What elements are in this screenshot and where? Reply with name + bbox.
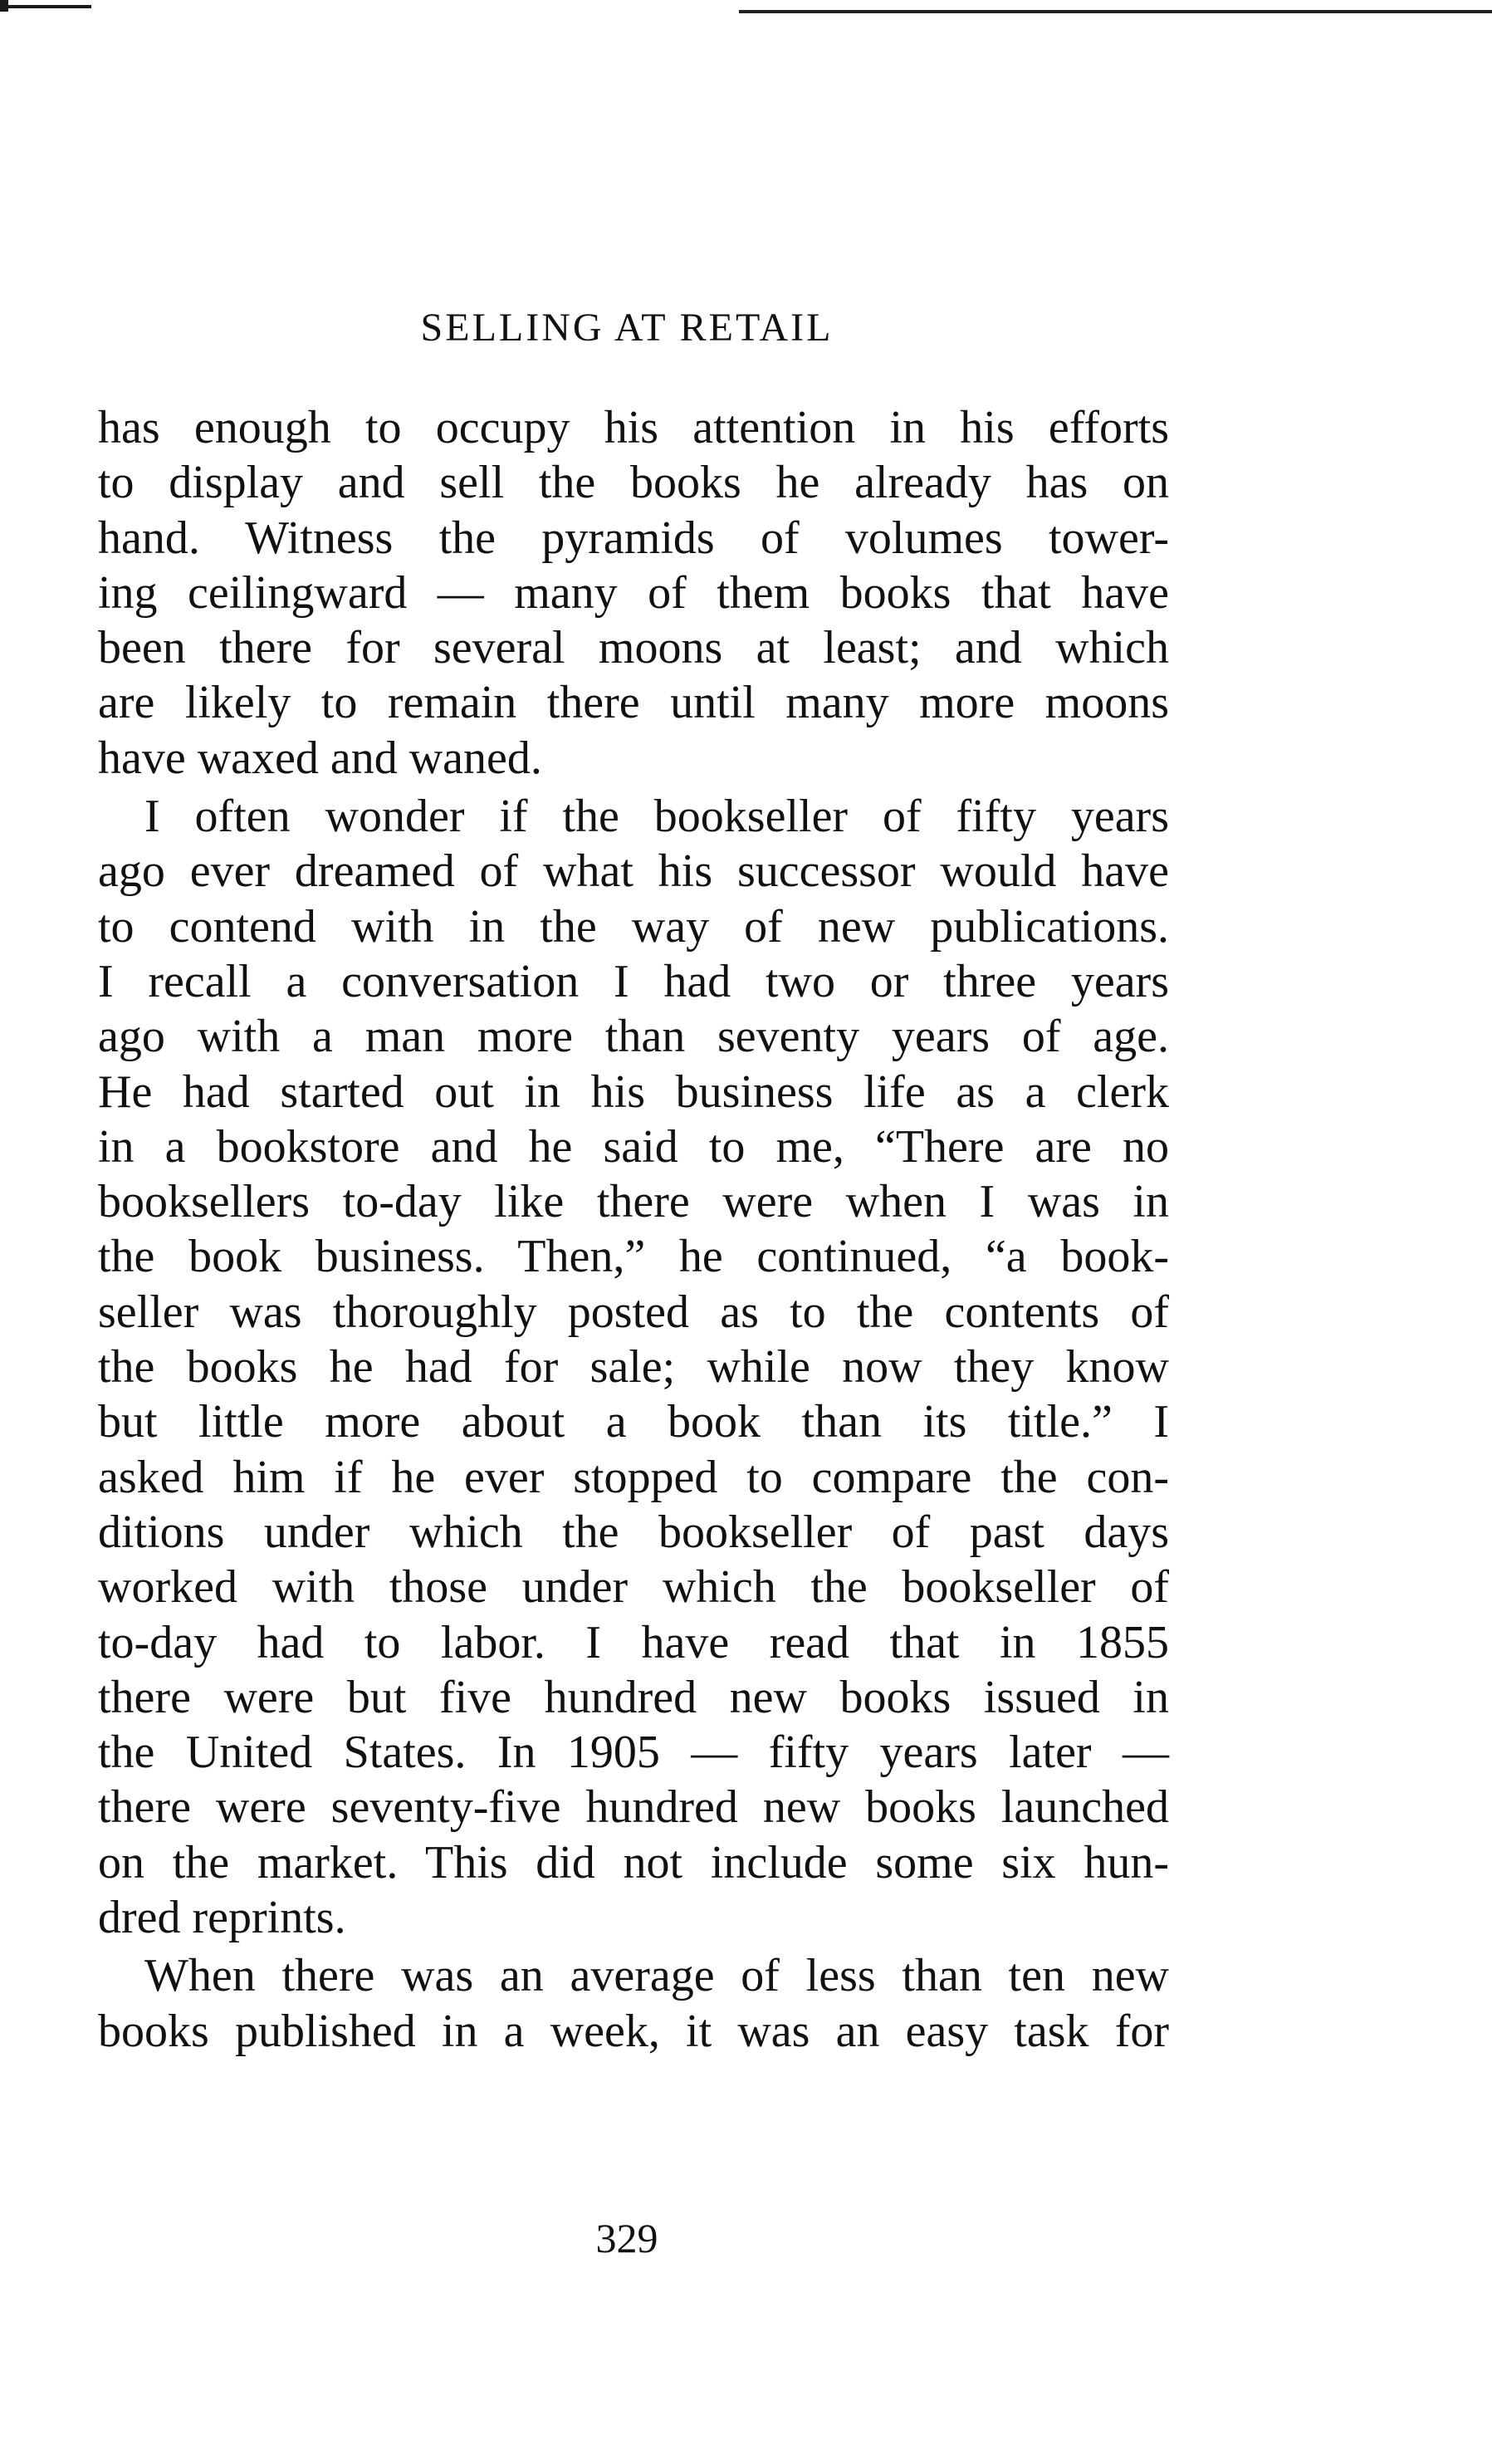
text-line: I recall a conversation I had two or three years <box>98 955 1169 1007</box>
paragraph-3 <box>98 1948 1169 2059</box>
text-line: been there for several moons at least; and which <box>98 622 1169 674</box>
text-line: the United States. In 1905 — fifty years later — <box>98 1727 1169 1779</box>
text-line: ago ever dreamed of what his successor would have <box>98 845 1169 898</box>
text-line: When there was an average of less than ten new <box>144 1950 1169 2002</box>
running-head: SELLING AT RETAIL <box>420 306 834 350</box>
text-line: on the market. This did not include some six hun- <box>98 1836 1169 1888</box>
text-line: there were but five hundred new books issued in <box>98 1671 1169 1723</box>
scan-top-rule <box>739 10 1492 13</box>
text-line: to contend with in the way of new publications. <box>98 900 1169 953</box>
text-line: dred reprints. <box>98 1892 346 1944</box>
text-line: I often wonder if the bookseller of fifty years <box>144 791 1169 843</box>
text-line: asked him if he ever stopped to compare the con- <box>98 1451 1169 1503</box>
paragraph-2 <box>98 789 1169 1945</box>
text-line: worked with those under which the bookseller of <box>98 1561 1169 1614</box>
text-line: He had started out in his business life as a clerk <box>98 1065 1169 1118</box>
page-number: 329 <box>595 2215 658 2261</box>
text-line: the book business. Then,” he continued, “a book- <box>98 1231 1169 1283</box>
text-line: are likely to remain there until many more moons <box>98 677 1169 729</box>
text-line: but little more about a book than its title.” I <box>98 1396 1169 1448</box>
text-line: books published in a week, it was an easy task for <box>98 2005 1169 2057</box>
text-line: have waxed and waned. <box>98 732 542 784</box>
text-line: to display and sell the books he already has on <box>98 457 1169 509</box>
text-line: ago with a man more than seventy years of age. <box>98 1011 1169 1063</box>
text-line: ditions under which the bookseller of past days <box>98 1506 1169 1558</box>
paragraph-1 <box>98 400 1169 786</box>
scan-corner-mark <box>0 0 91 12</box>
text-line: in a bookstore and he said to me, “There are no <box>98 1120 1169 1173</box>
text-line: to-day had to labor. I have read that in 1855 <box>98 1616 1169 1668</box>
text-line: hand. Witness the pyramids of volumes tower- <box>98 512 1169 564</box>
text-line: booksellers to-day like there were when I was in <box>98 1176 1169 1228</box>
body-text <box>98 400 1169 2059</box>
text-line: the books he had for sale; while now they know <box>98 1341 1169 1394</box>
text-line: there were seventy-five hundred new books launched <box>98 1781 1169 1834</box>
text-line: ing ceilingward — many of them books that have <box>98 566 1169 619</box>
text-line: seller was thoroughly posted as to the contents of <box>98 1286 1169 1338</box>
text-line: has enough to occupy his attention in his efforts <box>98 402 1169 453</box>
